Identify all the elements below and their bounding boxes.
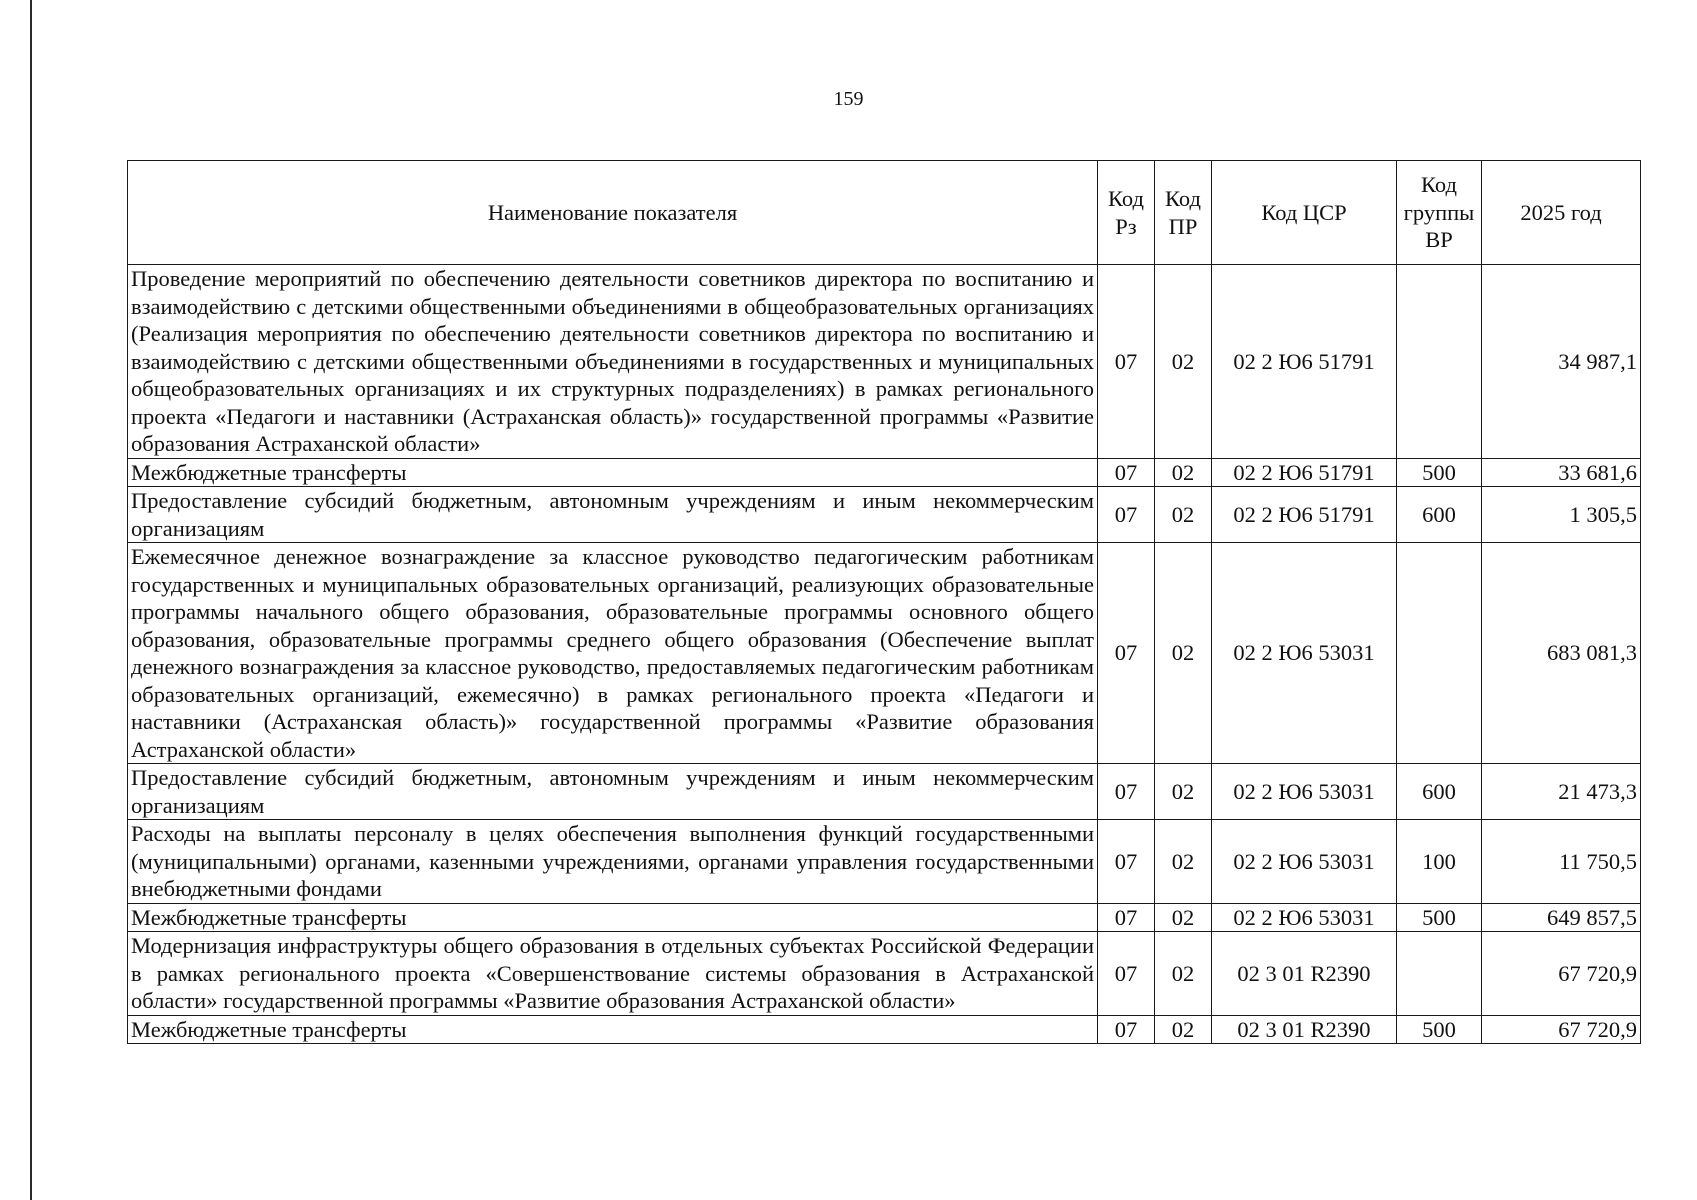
row-amount: 11 750,5 [1482, 820, 1641, 904]
row-rz: 07 [1098, 903, 1155, 932]
row-name: Ежемесячное денежное вознаграждение за классное руководство педагогическим работникам государственных и муниципальных образовательных организаций, реализующих образовательные программы начального общего образования, образовательные программы основного общего образования, образовательные программы среднего общего образования (Обеспечение выплат денежного вознаграждения за классное руководство, предоставляемых педагогическим работникам образовательных организаций, ежемесячно) в рамках регионального проекта «Педагоги и наставники (Астраханская область)» государственной программы «Развитие образования Астраханской области» [128, 543, 1098, 764]
row-vr: 500 [1397, 903, 1482, 932]
row-pr: 02 [1155, 764, 1212, 820]
row-rz: 07 [1098, 764, 1155, 820]
row-vr: 500 [1397, 1015, 1482, 1044]
row-name: Расходы на выплаты персоналу в целях обеспечения выполнения функций государственными (муниципальными) органами, казенными учреждениями, органами управления государственными внебюджетными фондами [128, 820, 1098, 904]
row-pr: 02 [1155, 458, 1212, 487]
row-pr: 02 [1155, 543, 1212, 764]
header-year: 2025 год [1482, 161, 1641, 265]
row-csr: 02 2 Ю6 53031 [1212, 764, 1397, 820]
row-amount: 649 857,5 [1482, 903, 1641, 932]
row-pr: 02 [1155, 487, 1212, 543]
row-amount: 21 473,3 [1482, 764, 1641, 820]
table-row [128, 543, 1641, 764]
row-csr: 02 2 Ю6 51791 [1212, 487, 1397, 543]
row-name: Межбюджетные трансферты [128, 1015, 1098, 1044]
row-amount: 33 681,6 [1482, 458, 1641, 487]
table-row [128, 820, 1641, 904]
budget-table [127, 160, 1641, 1044]
row-pr: 02 [1155, 265, 1212, 459]
table-row [128, 932, 1641, 1016]
table-row [128, 903, 1641, 932]
row-csr: 02 2 Ю6 53031 [1212, 820, 1397, 904]
row-csr: 02 2 Ю6 53031 [1212, 543, 1397, 764]
header-vr: Код группы ВР [1397, 161, 1482, 265]
header-name: Наименование показателя [128, 161, 1098, 265]
row-vr [1397, 543, 1482, 764]
row-name: Межбюджетные трансферты [128, 458, 1098, 487]
header-pr: Код ПР [1155, 161, 1212, 265]
table-header-row [128, 161, 1641, 265]
row-vr: 600 [1397, 487, 1482, 543]
row-rz: 07 [1098, 543, 1155, 764]
row-rz: 07 [1098, 1015, 1155, 1044]
row-name: Модернизация инфраструктуры общего образования в отдельных субъектах Российской Федерации в рамках регионального проекта «Совершенствование системы образования в Астраханской области» государственной программы «Развитие образования Астраханской области» [128, 932, 1098, 1016]
header-rz: Код Рз [1098, 161, 1155, 265]
row-name: Предоставление субсидий бюджетным, автономным учреждениям и иным некоммерческим организациям [128, 487, 1098, 543]
table-row [128, 487, 1641, 543]
row-csr: 02 2 Ю6 51791 [1212, 458, 1397, 487]
row-name: Межбюджетные трансферты [128, 903, 1098, 932]
row-vr: 500 [1397, 458, 1482, 487]
row-pr: 02 [1155, 820, 1212, 904]
table-row [128, 458, 1641, 487]
table-row [128, 1015, 1641, 1044]
row-csr: 02 2 Ю6 51791 [1212, 265, 1397, 459]
page-margin-rule [30, 0, 32, 1200]
row-pr: 02 [1155, 903, 1212, 932]
row-amount: 67 720,9 [1482, 932, 1641, 1016]
row-rz: 07 [1098, 487, 1155, 543]
row-amount: 683 081,3 [1482, 543, 1641, 764]
row-vr [1397, 932, 1482, 1016]
row-vr: 600 [1397, 764, 1482, 820]
row-pr: 02 [1155, 1015, 1212, 1044]
header-csr: Код ЦСР [1212, 161, 1397, 265]
row-csr: 02 3 01 R2390 [1212, 932, 1397, 1016]
row-name: Проведение мероприятий по обеспечению деятельности советников директора по воспитанию и взаимодействию с детскими общественными объединениями в общеобразовательных организациях (Реализация мероприятия по обеспечению деятельности советников директора по воспитанию и взаимодействию с детскими общественными объединениями в государственных и муниципальных общеобразовательных организациях и их структурных подразделениях) в рамках регионального проекта «Педагоги и наставники (Астраханская область)» государственной программы «Развитие образования Астраханской области» [128, 265, 1098, 459]
row-name: Предоставление субсидий бюджетным, автономным учреждениям и иным некоммерческим организациям [128, 764, 1098, 820]
row-amount: 1 305,5 [1482, 487, 1641, 543]
row-rz: 07 [1098, 820, 1155, 904]
row-rz: 07 [1098, 458, 1155, 487]
row-rz: 07 [1098, 265, 1155, 459]
row-csr: 02 2 Ю6 53031 [1212, 903, 1397, 932]
row-vr [1397, 265, 1482, 459]
table-row [128, 764, 1641, 820]
page-number: 159 [833, 88, 864, 110]
row-vr: 100 [1397, 820, 1482, 904]
row-amount: 34 987,1 [1482, 265, 1641, 459]
row-amount: 67 720,9 [1482, 1015, 1641, 1044]
table-row [128, 265, 1641, 459]
row-pr: 02 [1155, 932, 1212, 1016]
row-csr: 02 3 01 R2390 [1212, 1015, 1397, 1044]
row-rz: 07 [1098, 932, 1155, 1016]
